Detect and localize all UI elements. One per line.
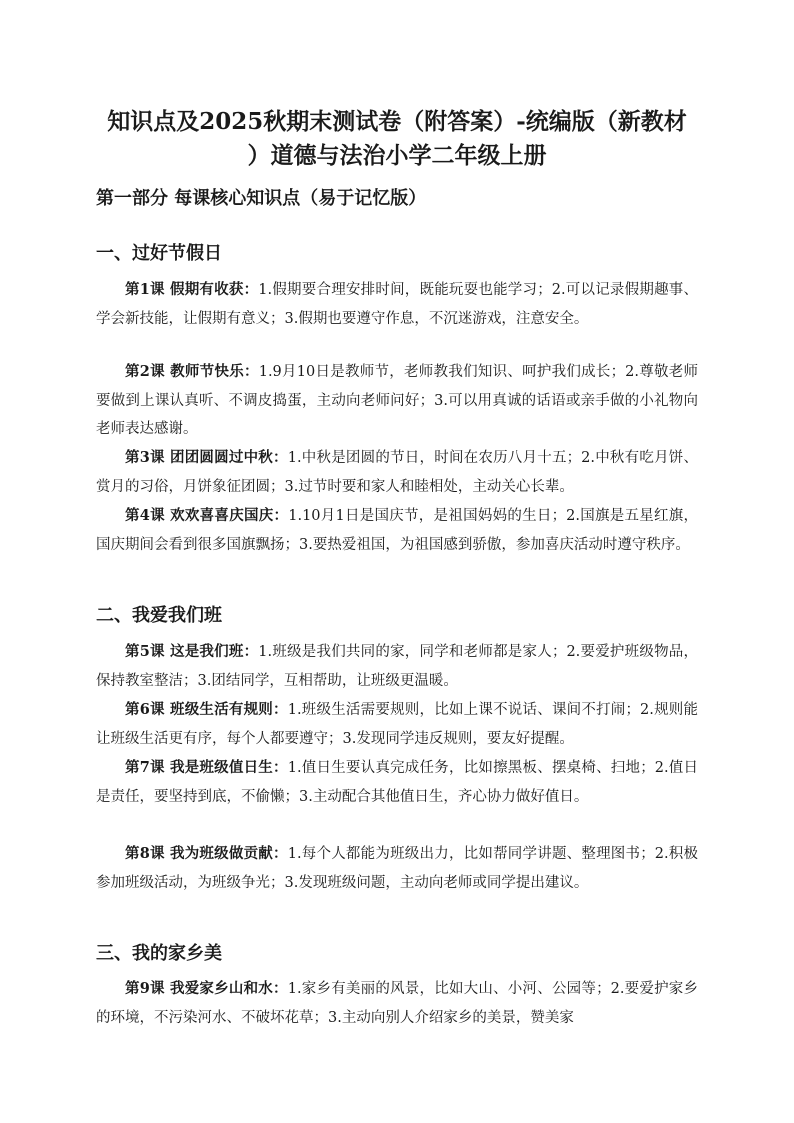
lesson-label: 第6课 班级生活有规则： [125, 701, 288, 718]
lesson-label: 第3课 团团圆圆过中秋： [125, 449, 288, 466]
lesson-paragraph-2 [96, 358, 698, 444]
unit-heading-1: 一、过好节假日 [96, 243, 222, 264]
lesson-paragraph-3 [96, 444, 698, 501]
lesson-paragraph-7 [96, 754, 698, 811]
lesson-paragraph-4 [96, 502, 698, 559]
lesson-label: 第8课 我为班级做贡献： [125, 845, 288, 862]
lesson-paragraph-9 [96, 975, 698, 1032]
lesson-paragraph-1 [96, 276, 698, 333]
document-title-line-2: ）道德与法治小学二年级上册 [247, 142, 547, 169]
lesson-text: 1.9月10日是教师节，老师教我们知识、呵护我们成长；2.尊敬老师要做到上课认真听、不调皮捣蛋，主动向老师问好；3.可以用真诚的话语或亲手做的小礼物向老师表达感谢。 [96, 364, 699, 437]
lesson-label: 第1课 假期有收获： [125, 281, 259, 298]
lesson-label: 第7课 我是班级值日生： [125, 759, 288, 776]
part-heading: 第一部分 每课核心知识点（易于记忆版） [96, 188, 427, 209]
lesson-text: 1.家乡有美丽的风景，比如大山、小河、公园等；2.要爱护家乡的环境，不污染河水、不破坏花草；3.主动向别人介绍家乡的美景，赞美家 [96, 981, 699, 1026]
lesson-label: 第5课 这是我们班： [125, 643, 259, 660]
lesson-paragraph-8 [96, 840, 698, 897]
lesson-paragraph-5 [96, 638, 698, 695]
lesson-text: 1.中秋是团圆的节日，时间在农历八月十五；2.中秋有吃月饼、赏月的习俗，月饼象征团圆；3.过节时要和家人和睦相处，主动关心长辈。 [96, 450, 699, 495]
document-title-line-1: 知识点及2025秋期末测试卷（附答案）-统编版（新教材 [107, 108, 687, 135]
lesson-text: 1.班级生活需要规则，比如上课不说话、课间不打闹；2.规则能让班级生活更有序，每个人都要遵守；3.发现同学违反规则，要友好提醒。 [96, 702, 699, 747]
lesson-text: 1.假期要合理安排时间，既能玩耍也能学习；2.可以记录假期趣事、学会新技能，让假期有意义；3.假期也要遵守作息，不沉迷游戏，注意安全。 [96, 282, 698, 327]
lesson-paragraph-6 [96, 696, 698, 753]
lesson-text: 1.每个人都能为班级出力，比如帮同学讲题、整理图书；2.积极参加班级活动，为班级争光；3.发现班级问题，主动向老师或同学提出建议。 [96, 846, 699, 891]
lesson-text: 1.值日生要认真完成任务，比如擦黑板、摆桌椅、扫地；2.值日是责任，要坚持到底，不偷懒；3.主动配合其他值日生，齐心协力做好值日。 [96, 760, 699, 805]
lesson-label: 第2课 教师节快乐： [125, 363, 259, 380]
lesson-label: 第4课 欢欢喜喜庆国庆： [125, 507, 289, 524]
unit-heading-3: 三、我的家乡美 [96, 943, 222, 964]
lesson-text: 1.班级是我们共同的家，同学和老师都是家人；2.要爱护班级物品，保持教室整洁；3.团结同学，互相帮助，让班级更温暖。 [96, 644, 698, 689]
unit-heading-2: 二、我爱我们班 [96, 605, 222, 626]
lesson-label: 第9课 我爱家乡山和水： [125, 980, 288, 997]
lesson-text: 1.10月1日是国庆节，是祖国妈妈的生日；2.国旗是五星红旗，国庆期间会看到很多国旗飘扬；3.要热爱祖国，为祖国感到骄傲，参加喜庆活动时遵守秩序。 [96, 508, 699, 553]
